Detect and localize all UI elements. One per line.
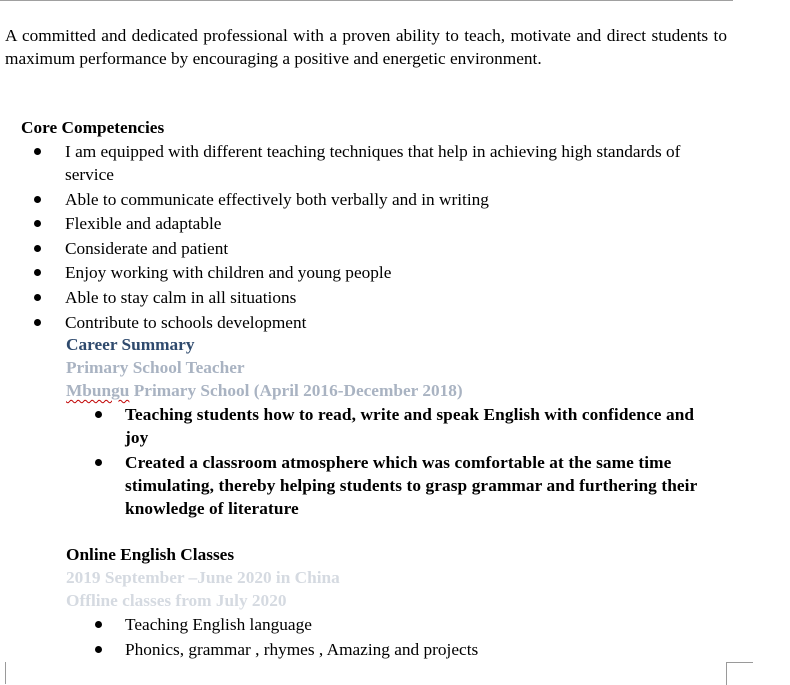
list-item: Contribute to schools development <box>30 311 710 334</box>
job-title: Primary School Teacher <box>66 358 245 377</box>
core-competencies-list <box>30 140 710 335</box>
intro-paragraph: A committed and dedicated professional with a proven ability to teach, motivate and direct students to maximum performance by encouraging a positive and energetic environment. <box>5 26 727 68</box>
list-item: Enjoy working with children and young people <box>30 261 710 284</box>
list-item: Flexible and adaptable <box>30 212 710 235</box>
list-item: Considerate and patient <box>30 237 710 260</box>
school-details: Primary School (April 2016-December 2018) <box>129 381 463 400</box>
online-period: 2019 September –June 2020 in China <box>66 568 340 587</box>
list-item: Created a classroom atmosphere which was comfortable at the same time stimulating, thereby helping students to grasp grammar and furthering their knowledge of literature <box>91 451 711 520</box>
spellcheck-word[interactable]: Mbungu <box>66 381 130 400</box>
core-competencies-heading: Core Competencies <box>21 118 165 137</box>
online-duties-list <box>91 613 711 662</box>
list-item: Able to stay calm in all situations <box>30 286 710 309</box>
page-top-border <box>0 0 733 1</box>
job-duties-list <box>91 403 711 521</box>
list-item: Phonics, grammar , rhymes , Amazing and projects <box>91 638 711 661</box>
list-item: Able to communicate effectively both verbally and in writing <box>30 188 710 211</box>
list-item: Teaching English language <box>91 613 711 636</box>
page-corner-mark-right <box>726 662 753 685</box>
list-item: I am equipped with different teaching techniques that help in achieving high standards of service <box>30 140 710 186</box>
offline-note: Offline classes from July 2020 <box>66 591 287 610</box>
list-item: Teaching students how to read, write and speak English with confidence and joy <box>91 403 711 449</box>
page-corner-mark-left <box>0 662 6 684</box>
career-summary-heading: Career Summary <box>66 335 195 354</box>
school-line <box>66 379 463 402</box>
online-classes-heading: Online English Classes <box>66 545 235 564</box>
